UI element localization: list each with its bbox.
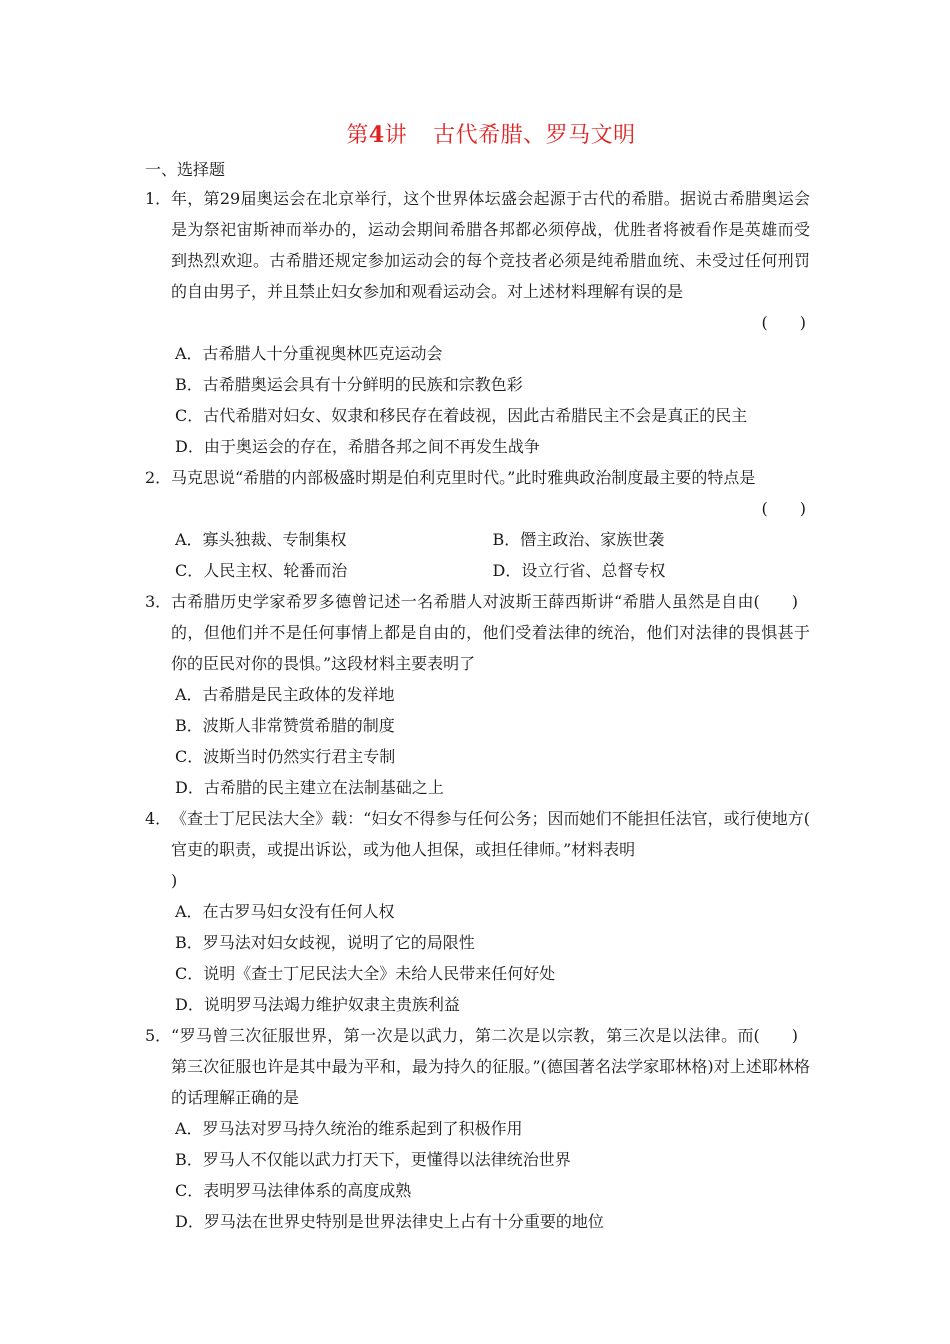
stem-text: 古希腊历史学家希罗多德曾记述一名希腊人对波斯王薛西斯讲“希腊人虽然是自由的，但他们并不是任何事情上都是自由的，他们受着法律的统治，他们对法律的畏惧甚于你的臣民对你的畏惧。”这段材料主要表明了 [171, 592, 810, 673]
answer-paren-open: ( [803, 809, 810, 828]
options [171, 524, 810, 586]
question-list [145, 183, 810, 1237]
option-c: C．表明罗马法律体系的高度成熟 [175, 1181, 412, 1200]
option-d: D．古希腊的民主建立在法制基础之上 [175, 778, 444, 797]
option-a: A．古希腊人十分重视奥林匹克运动会 [175, 344, 443, 363]
question-stem: 马克思说“希腊的内部极盛时期是伯利克里时代。”此时雅典政治制度最主要的特点是 [171, 468, 756, 487]
question-4 [145, 803, 810, 1020]
option-c: C．人民主权、轮番而治 [175, 561, 348, 580]
stem-text: 《查士丁尼民法大全》载：“妇女不得参与任何公务；因而她们不能担任法官，或行使地方官吏的职责，或提出诉讼，或为他人担保，或担任律师。”材料表明 [171, 809, 804, 859]
question-3 [145, 586, 810, 803]
question-number: 5． [145, 1026, 172, 1045]
question-5 [145, 1020, 810, 1237]
question-stem [171, 803, 810, 865]
option-b: B．罗马法对妇女歧视，说明了它的局限性 [175, 933, 475, 952]
options [171, 338, 810, 462]
question-stem: 年，第29届奥运会在北京举行，这个世界体坛盛会起源于古代的希腊。据说古希腊奥运会是为祭祀宙斯神而举办的，运动会期间希腊各邦都必须停战，优胜者将被看作是英雄而受到热烈欢迎。古希腊还规定参加运动会的每个竞技者必须是纯希腊血统、未受过任何刑罚的自由男子，并且禁止妇女参加和观看运动会。对上述材料理解有误的是 [171, 189, 810, 301]
answer-parentheses: ( ) [753, 1026, 798, 1045]
question-stem [171, 586, 810, 679]
option-c: C．说明《查士丁尼民法大全》未给人民带来任何好处 [175, 964, 556, 983]
option-d: D．由于奥运会的存在，希腊各邦之间不再发生战争 [175, 437, 540, 456]
option-a: A．古希腊是民主政体的发祥地 [175, 685, 395, 704]
option-b: B．僭主政治、家族世袭 [492, 530, 665, 549]
question-stem [171, 1020, 810, 1113]
option-c: C．古代希腊对妇女、奴隶和移民存在着歧视，因此古希腊民主不会是真正的民主 [175, 406, 748, 425]
question-number: 3． [145, 592, 172, 611]
option-a: A．在古罗马妇女没有任何人权 [175, 902, 395, 921]
option-a: A．罗马法对罗马持久统治的维系起到了积极作用 [175, 1119, 523, 1138]
option-b: B．波斯人非常赞赏希腊的制度 [175, 716, 395, 735]
title-name: 古代希腊、罗马文明 [433, 123, 636, 148]
option-c: C．波斯当时仍然实行君主专制 [175, 747, 396, 766]
option-a: A．寡头独裁、专制集权 [175, 530, 347, 549]
stem-text: “罗马曾三次征服世界，第一次是以武力，第二次是以宗教，第三次是以法律。而第三次征服也许是其中最为平和，最为持久的征服。”(德国著名法学家耶林格)对上述耶林格的话理解正确的是 [171, 1026, 810, 1107]
option-d: D．罗马法在世界史特别是世界法律史上占有十分重要的地位 [175, 1212, 604, 1231]
option-b: B．古希腊奥运会具有十分鲜明的民族和宗教色彩 [175, 375, 523, 394]
lesson-title [0, 118, 950, 153]
question-number: 2． [145, 468, 172, 487]
options [171, 896, 810, 1020]
question-number: 1． [145, 189, 172, 208]
option-b: B．罗马人不仅能以武力打天下，更懂得以法律统治世界 [175, 1150, 571, 1169]
title-number: 4 [368, 122, 385, 148]
section-heading: 一、选择题 [145, 160, 226, 179]
option-d: D．设立行省、总督专权 [492, 561, 666, 580]
question-1 [145, 183, 810, 462]
title-suffix: 讲 [384, 123, 408, 148]
options [171, 1113, 810, 1237]
answer-parentheses: ( ) [761, 499, 806, 518]
option-d: D．说明罗马法竭力维护奴隶主贵族利益 [175, 995, 460, 1014]
question-number: 4． [145, 809, 172, 828]
options [171, 679, 810, 803]
title-prefix: 第 [346, 123, 369, 148]
answer-parentheses: ( ) [753, 592, 798, 611]
answer-paren-close: ) [171, 871, 178, 890]
question-2 [145, 462, 810, 586]
answer-parentheses: ( ) [761, 313, 806, 332]
